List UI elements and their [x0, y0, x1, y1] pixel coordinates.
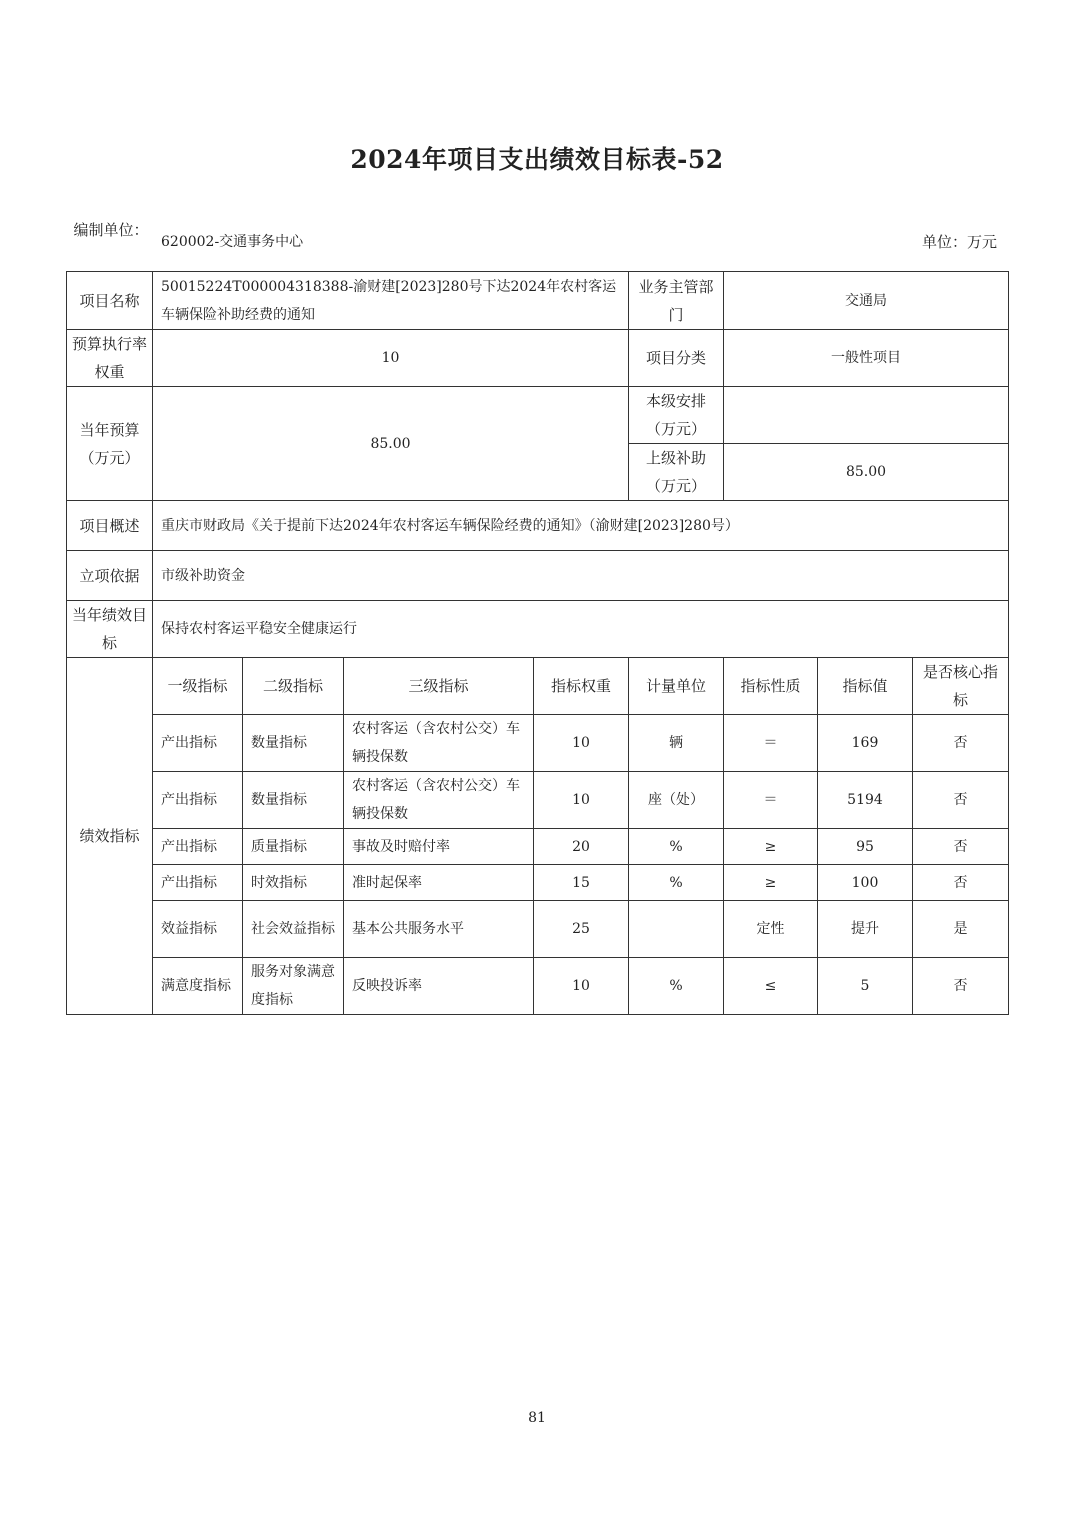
- level2-cell: 数量指标: [243, 772, 344, 829]
- table-row: [67, 958, 1009, 1015]
- header-cell: 指标值: [818, 658, 913, 715]
- upper-label: 上级补助（万元）: [629, 444, 724, 501]
- weight-cell: 25: [534, 901, 629, 958]
- page-number: 81: [528, 1410, 546, 1426]
- value-cell: 169: [818, 715, 913, 772]
- level1-cell: 满意度指标: [153, 958, 243, 1015]
- unit-cell: 辆: [629, 715, 724, 772]
- level3-cell: 农村客运（含农村公交）车辆投保数: [344, 715, 534, 772]
- core-cell: 否: [913, 865, 1009, 901]
- table-row: [67, 865, 1009, 901]
- value-cell: 5194: [818, 772, 913, 829]
- weight-cell: 10: [534, 958, 629, 1015]
- nature-cell: ＝: [724, 715, 818, 772]
- weight-value: 10: [153, 330, 629, 387]
- level3-cell: 事故及时赔付率: [344, 829, 534, 865]
- unit-value: 620002-交通事务中心: [161, 234, 304, 250]
- weight-label: 预算执行率权重: [67, 330, 153, 387]
- table-row: [67, 772, 1009, 829]
- table-row: [67, 715, 1009, 772]
- core-cell: 否: [913, 715, 1009, 772]
- level2-cell: 质量指标: [243, 829, 344, 865]
- level2-cell: 社会效益指标: [243, 901, 344, 958]
- level3-cell: 基本公共服务水平: [344, 901, 534, 958]
- category-value: 一般性项目: [724, 330, 1009, 387]
- level1-cell: 产出指标: [153, 865, 243, 901]
- nature-cell: ≥: [724, 829, 818, 865]
- header-cell: 是否核心指标: [913, 658, 1009, 715]
- weight-cell: 10: [534, 772, 629, 829]
- header-cell: 指标权重: [534, 658, 629, 715]
- header-cell: 一级指标: [153, 658, 243, 715]
- level3-cell: 反映投诉率: [344, 958, 534, 1015]
- currency-unit: 单位：万元: [921, 233, 997, 251]
- core-cell: 是: [913, 901, 1009, 958]
- table-row: [67, 901, 1009, 958]
- project-name-value: 50015224T000004318388-渝财建[2023]280号下达2024年农村客运车辆保险补助经费的通知: [153, 272, 629, 330]
- nature-cell: ≤: [724, 958, 818, 1015]
- goal-value: 保持农村客运平稳安全健康运行: [153, 601, 1009, 658]
- unit-label: 编制单位：: [73, 221, 149, 239]
- category-label: 项目分类: [629, 330, 724, 387]
- unit-cell: 座（处）: [629, 772, 724, 829]
- unit-cell: %: [629, 958, 724, 1015]
- level1-cell: 产出指标: [153, 829, 243, 865]
- unit-cell: %: [629, 829, 724, 865]
- upper-value: 85.00: [724, 444, 1009, 501]
- dept-label: 业务主管部门: [629, 272, 724, 330]
- weight-cell: 15: [534, 865, 629, 901]
- value-cell: 5: [818, 958, 913, 1015]
- nature-cell: 定性: [724, 901, 818, 958]
- header-cell: 三级指标: [344, 658, 534, 715]
- dept-value: 交通局: [724, 272, 1009, 330]
- header-cell: 计量单位: [629, 658, 724, 715]
- basis-label: 立项依据: [67, 551, 153, 601]
- meta-row: [66, 218, 1007, 268]
- local-value: [724, 387, 1009, 444]
- local-label: 本级安排（万元）: [629, 387, 724, 444]
- level1-cell: 效益指标: [153, 901, 243, 958]
- overview-value: 重庆市财政局《关于提前下达2024年农村客运车辆保险经费的通知》（渝财建[2023]280号）: [153, 501, 1009, 551]
- page-title: 2024年项目支出绩效目标表-52: [350, 145, 724, 174]
- basis-value: 市级补助资金: [153, 551, 1009, 601]
- value-cell: 95: [818, 829, 913, 865]
- table-row: [67, 829, 1009, 865]
- unit-cell: %: [629, 865, 724, 901]
- core-cell: 否: [913, 772, 1009, 829]
- value-cell: 100: [818, 865, 913, 901]
- core-cell: 否: [913, 829, 1009, 865]
- weight-cell: 20: [534, 829, 629, 865]
- indicators-section-label: 绩效指标: [67, 658, 153, 1015]
- level1-cell: 产出指标: [153, 715, 243, 772]
- project-name-label: 项目名称: [67, 272, 153, 330]
- header-cell: 指标性质: [724, 658, 818, 715]
- budget-label: 当年预算（万元）: [67, 387, 153, 501]
- weight-cell: 10: [534, 715, 629, 772]
- nature-cell: ≥: [724, 865, 818, 901]
- overview-label: 项目概述: [67, 501, 153, 551]
- unit-cell: [629, 901, 724, 958]
- level2-cell: 时效指标: [243, 865, 344, 901]
- level2-cell: 服务对象满意度指标: [243, 958, 344, 1015]
- value-cell: 提升: [818, 901, 913, 958]
- header-cell: 二级指标: [243, 658, 344, 715]
- nature-cell: ＝: [724, 772, 818, 829]
- level3-cell: 准时起保率: [344, 865, 534, 901]
- core-cell: 否: [913, 958, 1009, 1015]
- budget-value: 85.00: [153, 387, 629, 501]
- level1-cell: 产出指标: [153, 772, 243, 829]
- level3-cell: 农村客运（含农村公交）车辆投保数: [344, 772, 534, 829]
- performance-table: [66, 271, 1009, 1015]
- goal-label: 当年绩效目标: [67, 601, 153, 658]
- level2-cell: 数量指标: [243, 715, 344, 772]
